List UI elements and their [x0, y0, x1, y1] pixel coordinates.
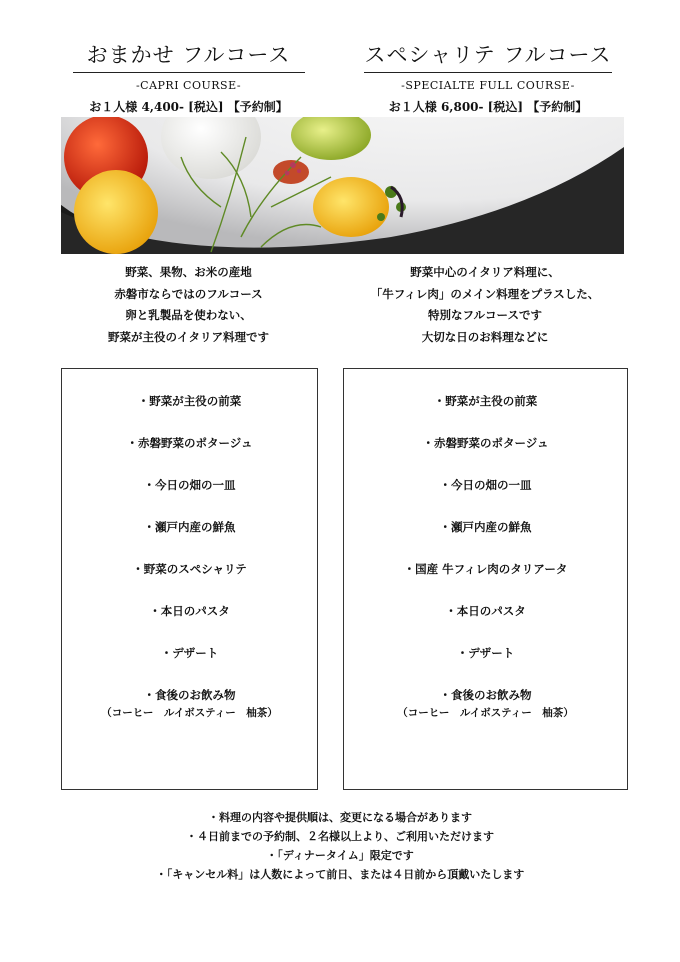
food-photo-illustration — [61, 117, 624, 254]
course-item: ・デザート — [456, 646, 515, 660]
course-item: ・瀬戸内産の鮮魚 — [439, 520, 532, 534]
description-line: 大切な日のお料理などに — [421, 329, 549, 344]
course-price: お１人様 4,400- [税込] 【予約制】 — [89, 100, 288, 114]
footer-notes — [0, 808, 680, 884]
description-line: 野菜、果物、お米の産地 — [125, 265, 252, 279]
course-description-left — [61, 262, 316, 348]
course-item: ・瀬戸内産の鮮魚 — [143, 520, 236, 534]
footer-note: ・４日前までの予約制、２名様以上より、ご利用いただけます — [186, 830, 494, 843]
course-item: ・本日のパスタ — [149, 604, 230, 618]
course-item: ・赤磐野菜のポタージュ — [126, 436, 253, 450]
course-title: おまかせ フルコース — [73, 42, 305, 73]
course-item: ・今日の畑の一皿 — [439, 478, 532, 492]
food-photo — [61, 117, 624, 254]
course-item: ・野菜のスペシャリテ — [132, 562, 247, 576]
course-subtitle: -CAPRI COURSE- — [135, 79, 242, 92]
description-line: 特別なフルコースです — [428, 308, 542, 322]
course-item: ・国産 牛フィレ肉のタリアータ — [403, 562, 568, 576]
course-subtitle: -SPECIALTE FULL COURSE- — [401, 79, 575, 92]
course-item: ・今日の畑の一皿 — [143, 478, 236, 492]
course-item-list — [62, 369, 317, 721]
footer-note: ・「キャンセル料」は人数によって前日、または４日前から頂戴いたします — [155, 868, 525, 881]
course-item-text: ・食後のお飲み物 — [439, 688, 532, 702]
description-line: 野菜中心のイタリア料理に、 — [410, 265, 560, 279]
drink-note: （コーヒー ルイボスティー 柚茶） — [397, 707, 574, 719]
course-item: ・野菜が主役の前菜 — [433, 394, 538, 408]
footer-note: ・「ディナータイム」限定です — [266, 849, 414, 862]
course-menu-box-left — [61, 368, 318, 790]
course-description-right — [342, 262, 628, 348]
course-price: お１人様 6,800- [税込] 【予約制】 — [388, 100, 588, 114]
course-item: ・本日のパスタ — [445, 604, 526, 618]
course-item: ・野菜が主役の前菜 — [137, 394, 242, 408]
course-item: ・赤磐野菜のポタージュ — [422, 436, 549, 450]
course-menu-box-right — [343, 368, 628, 790]
footer-note: ・料理の内容や提供順は、変更になる場合があります — [208, 811, 472, 824]
course-item — [62, 687, 317, 721]
course-item-text: ・食後のお飲み物 — [143, 688, 236, 702]
description-line: 卵と乳製品を使わない、 — [125, 308, 252, 322]
course-header-left — [61, 42, 316, 115]
drink-note: （コーヒー ルイボスティー 柚茶） — [101, 707, 278, 719]
course-item: ・デザート — [160, 646, 219, 660]
course-title: スペシャリテ フルコース — [364, 42, 612, 73]
description-line: 赤磐市ならではのフルコース — [114, 286, 263, 301]
description-line: 野菜が主役のイタリア料理です — [108, 329, 269, 344]
course-item — [344, 687, 627, 721]
course-item-list — [344, 369, 627, 721]
description-line: 「牛フィレ肉」のメイン料理をプラスした、 — [370, 286, 600, 301]
course-header-right — [348, 42, 628, 115]
